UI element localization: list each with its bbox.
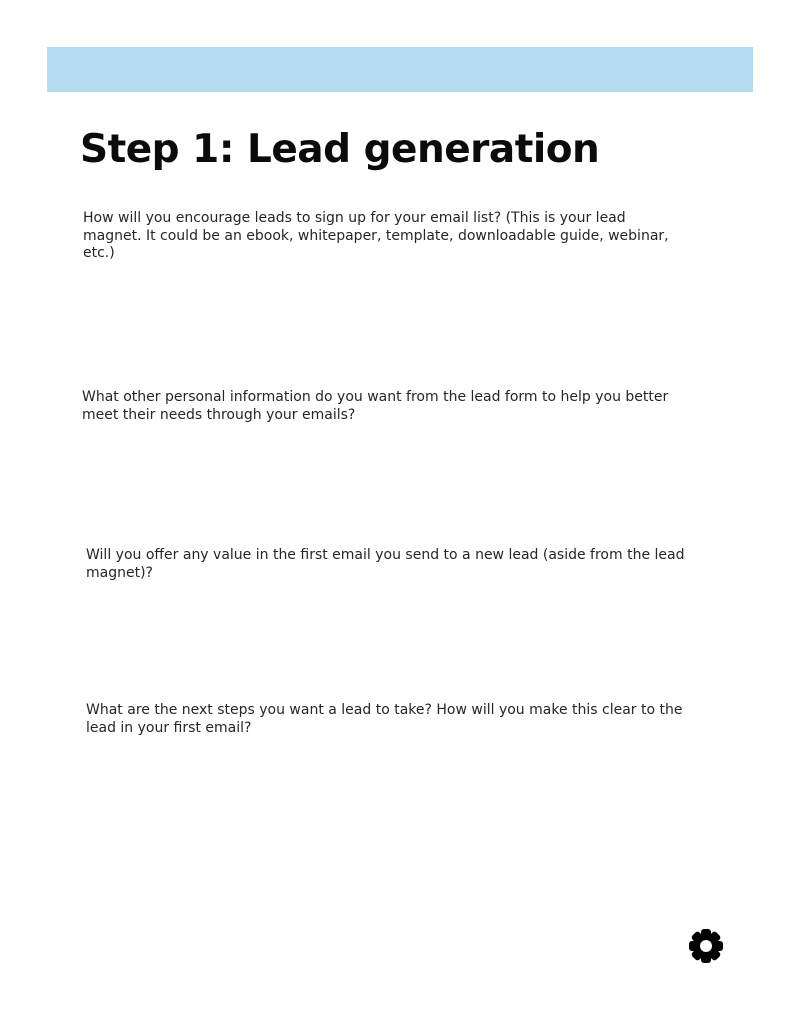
question-personal-information: What other personal information do you want from the lead form to help you better meet their needs through your emails?: [82, 389, 669, 423]
header-band: [47, 47, 753, 92]
question-first-email-value: Will you offer any value in the first email you send to a new lead (aside from the lead magnet)?: [86, 547, 685, 581]
page-title: Step 1: Lead generation: [80, 127, 600, 172]
question-next-steps: What are the next steps you want a lead to take? How will you make this clear to the lead in your first email?: [86, 702, 683, 736]
question-lead-magnet: How will you encourage leads to sign up for your email list? (This is your lead magnet. It could be an ebook, whitepaper, template, downloadable guide, webinar, etc.): [83, 210, 669, 261]
brand-logo-icon: [688, 928, 724, 964]
